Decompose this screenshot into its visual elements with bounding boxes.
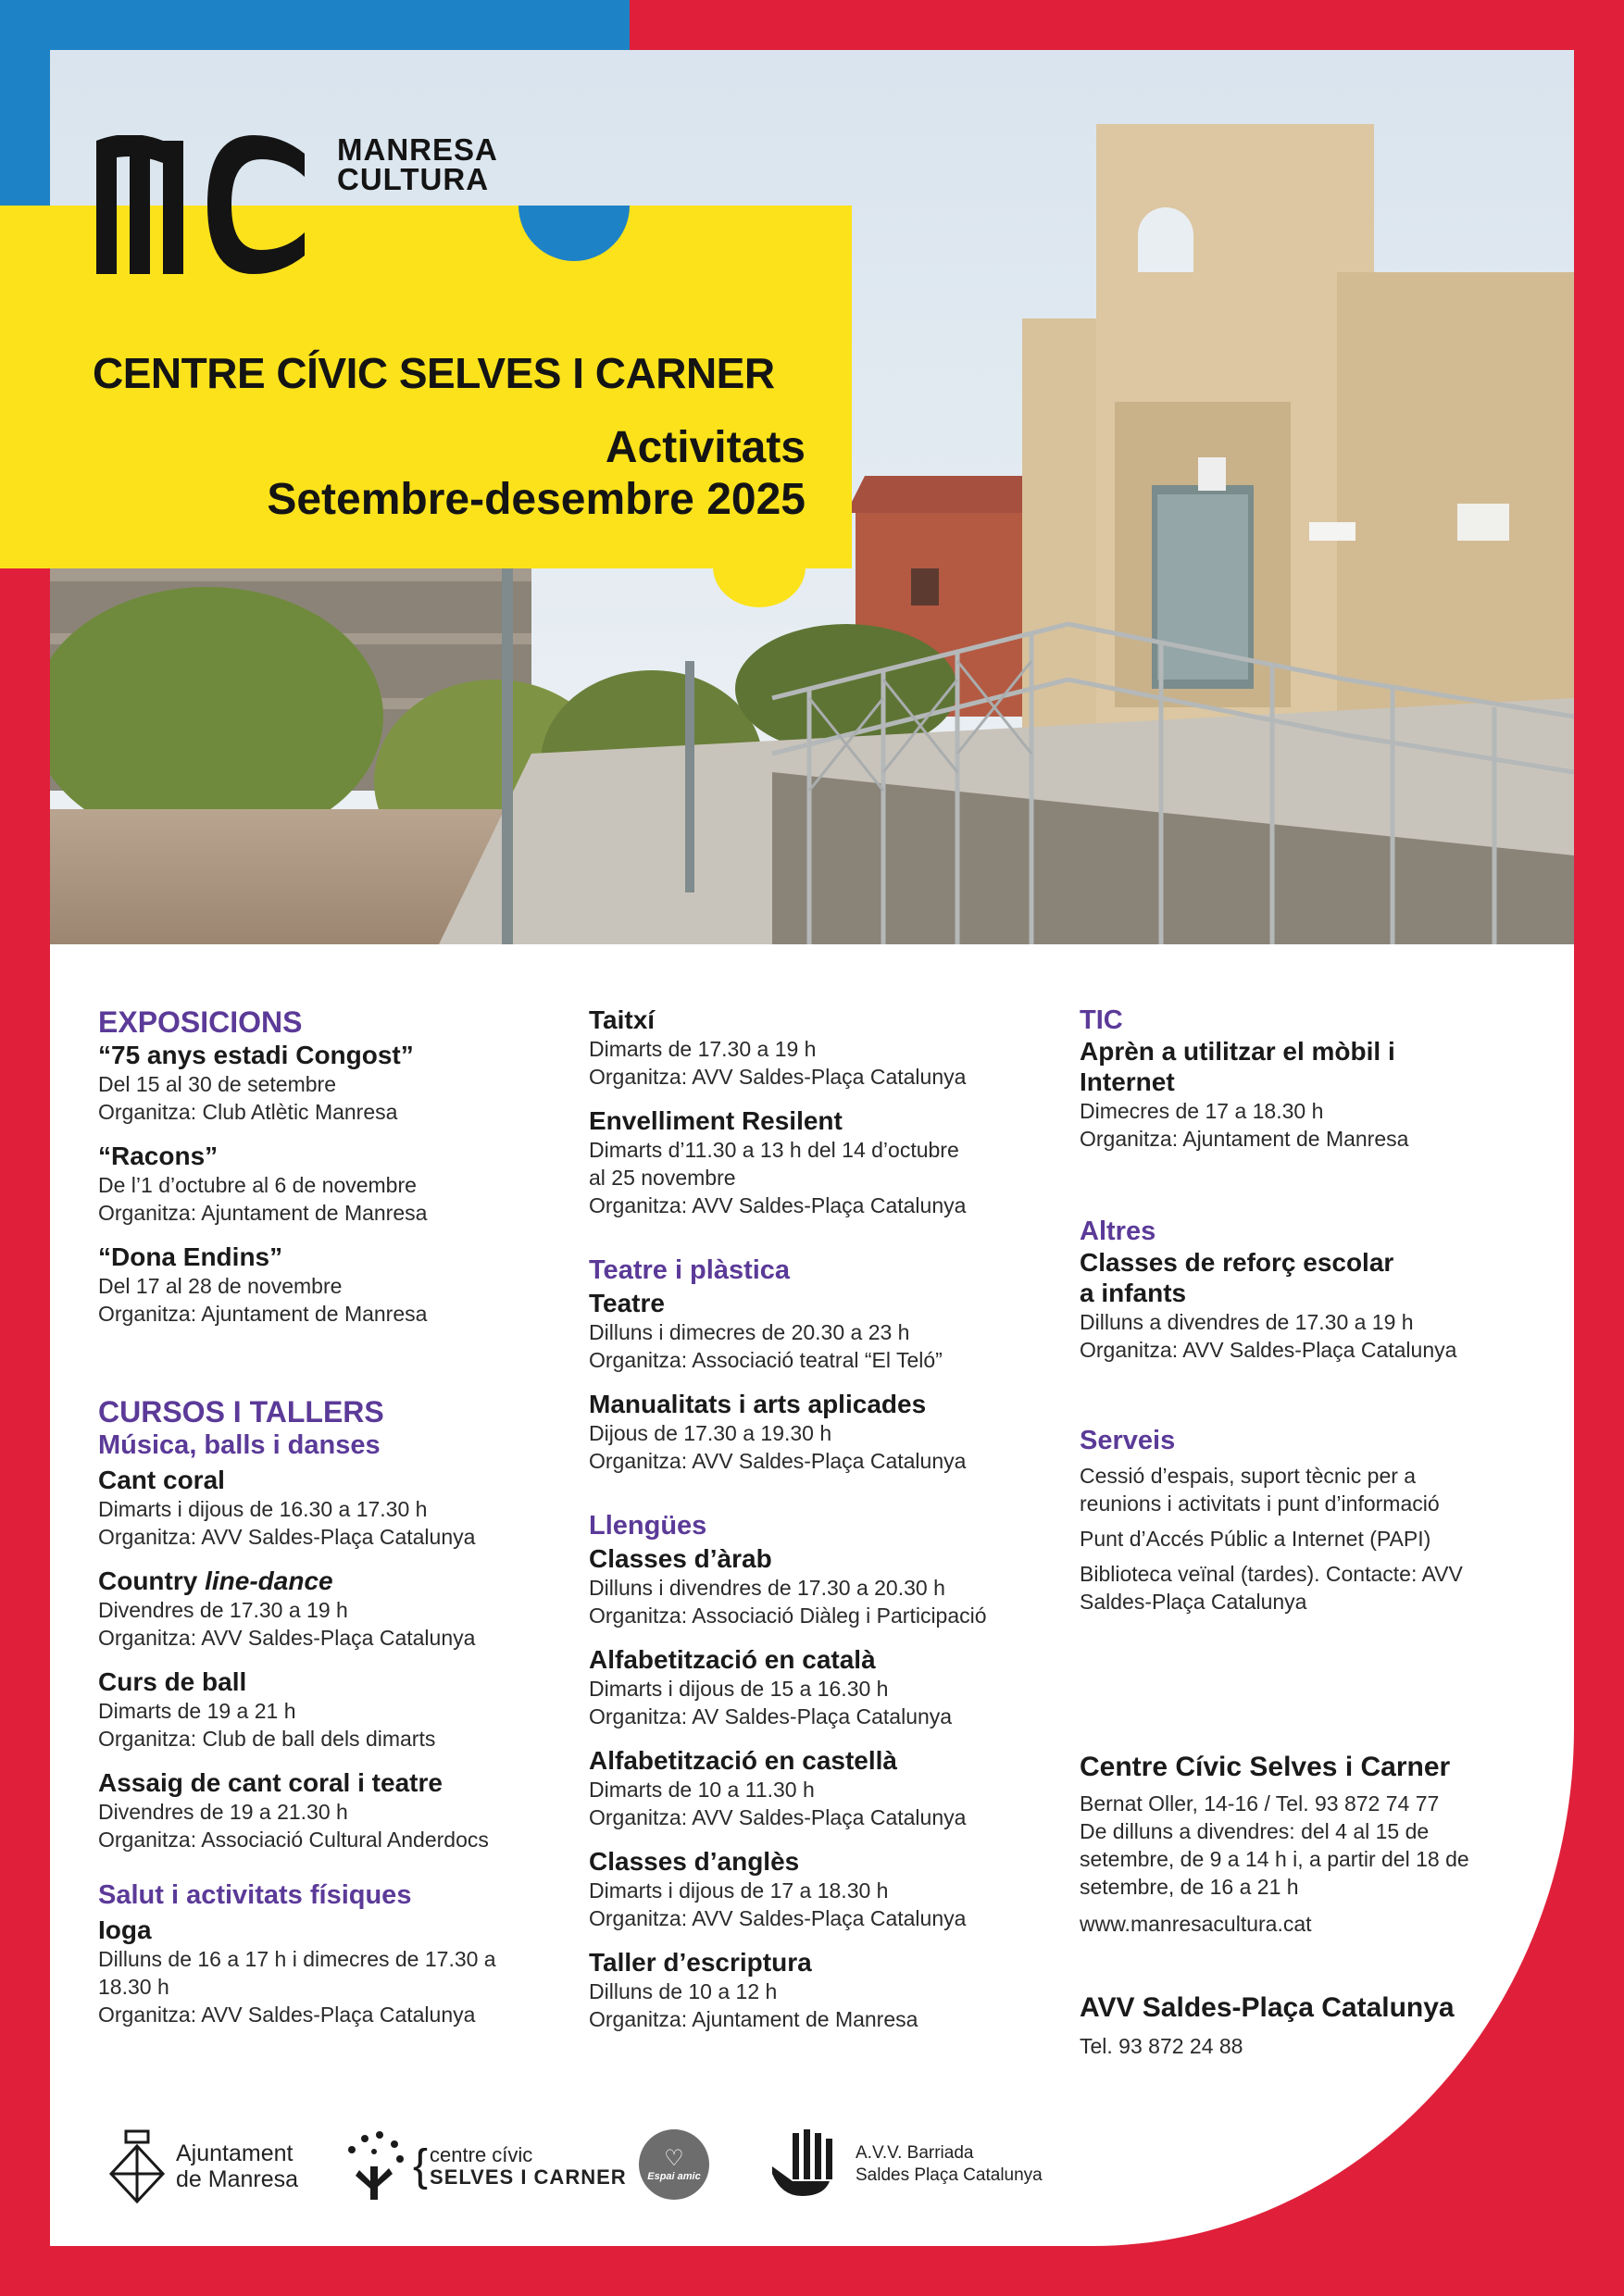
hand-tree-icon	[343, 2129, 407, 2203]
list-item	[589, 1745, 1070, 1831]
item-organizer: Organitza: Associació Diàleg i Participació	[589, 1603, 987, 1628]
item-title-cont: a infants	[1080, 1279, 1187, 1307]
item-organizer: Organitza: AVV Saldes-Plaça Catalunya	[589, 1805, 967, 1829]
item-title: Taitxí	[589, 1005, 656, 1034]
item-organizer: Organitza: AV Saldes-Plaça Catalunya	[589, 1704, 953, 1728]
espai-amic-badge	[639, 2129, 709, 2200]
item-title-cont: Internet	[1080, 1067, 1175, 1096]
list-item	[98, 1465, 561, 1551]
subsection-teatre: Teatre i plàstica	[589, 1255, 791, 1285]
subsection-musica: Música, balls i danses	[98, 1430, 381, 1460]
list-item	[98, 1767, 561, 1853]
item-schedule: Dimarts i dijous de 16.30 a 17.30 h	[98, 1497, 428, 1521]
logo-line-1: MANRESA	[337, 132, 498, 167]
item-title: Classes d’àrab	[589, 1544, 772, 1573]
item-title: Classes d’anglès	[589, 1847, 800, 1876]
item-title: Envelliment Resilent	[589, 1106, 843, 1135]
item-organizer: Organitza: Ajuntament de Manresa	[1080, 1127, 1409, 1151]
item-organizer: Organitza: Ajuntament de Manresa	[98, 1201, 428, 1225]
service-text: Saldes-Plaça Catalunya	[1080, 1590, 1307, 1614]
website-link[interactable]: www.manresacultura.cat	[1080, 1912, 1312, 1936]
subsection-salut: Salut i activitats físiques	[98, 1880, 412, 1910]
list-item	[589, 1105, 1070, 1219]
avv-hand-icon	[768, 2129, 843, 2200]
avv-line-1: A.V.V. Barriada	[856, 2143, 974, 2163]
list-item	[98, 1141, 561, 1227]
contact-hours: setembre, de 16 a 21 h	[1080, 1875, 1299, 1899]
list-item	[589, 1947, 1070, 2033]
item-organizer: Organitza: Ajuntament de Manresa	[589, 2007, 918, 2031]
item-schedule: Dimarts de 10 a 11.30 h	[589, 1778, 815, 1802]
item-organizer: Organitza: AVV Saldes-Plaça Catalunya	[589, 1065, 967, 1089]
item-schedule-cont: al 25 novembre	[589, 1166, 736, 1190]
item-schedule: Dilluns a divendres de 17.30 a 19 h	[1080, 1310, 1414, 1334]
avv-block	[1080, 1991, 1561, 2060]
item-title: “Racons”	[98, 1142, 219, 1170]
item-schedule: Dilluns de 10 a 12 h	[589, 1979, 778, 2003]
list-item	[98, 1242, 561, 1328]
list-item	[1080, 1525, 1561, 1553]
subsection-serveis: Serveis	[1080, 1426, 1176, 1455]
list-item	[1080, 1560, 1561, 1616]
list-item	[589, 1004, 1070, 1091]
list-item	[98, 1666, 561, 1753]
item-title: Curs de ball	[98, 1667, 247, 1696]
avv-name: AVV Saldes-Plaça Catalunya	[1080, 1992, 1455, 2023]
item-title-b: line-dance	[205, 1566, 333, 1595]
activities-label: Activitats	[605, 423, 806, 472]
item-schedule: Dijous de 17.30 a 19.30 h	[589, 1421, 832, 1445]
item-organizer: Organitza: AVV Saldes-Plaça Catalunya	[98, 2003, 476, 2027]
service-text: Punt d’Accés Públic a Internet (PAPI)	[1080, 1527, 1431, 1551]
item-schedule: Dimarts de 17.30 a 19 h	[589, 1037, 817, 1061]
section-cursos: CURSOS I TALLERS	[98, 1395, 384, 1429]
logo-line-2: CULTURA	[337, 162, 490, 196]
contact-block	[1080, 1751, 1561, 1938]
list-item	[589, 1288, 1070, 1374]
item-organizer: Organitza: AVV Saldes-Plaça Catalunya	[98, 1626, 476, 1650]
list-item	[98, 1566, 561, 1652]
item-title	[98, 1566, 561, 1596]
item-title-a: Country	[98, 1566, 206, 1595]
item-schedule: Divendres de 19 a 21.30 h	[98, 1800, 348, 1824]
ajuntament-line-2: de Manresa	[176, 2166, 299, 2192]
item-schedule: Divendres de 17.30 a 19 h	[98, 1598, 348, 1622]
footer-logos	[102, 2120, 1213, 2213]
espai-amic-logo	[639, 2129, 709, 2200]
item-organizer: Organitza: AVV Saldes-Plaça Catalunya	[1080, 1338, 1457, 1362]
item-title: Alfabetització en català	[589, 1645, 876, 1674]
avv-line-2: Saldes Plaça Catalunya	[856, 2165, 1043, 2185]
item-schedule: Dimarts i dijous de 17 a 18.30 h	[589, 1878, 889, 1903]
item-dates: De l’1 d’octubre al 6 de novembre	[98, 1173, 417, 1197]
item-title: Alfabetització en castellà	[589, 1746, 898, 1775]
contact-hours: De dilluns a divendres: del 4 al 15 de	[1080, 1819, 1430, 1843]
contact-name: Centre Cívic Selves i Carner	[1080, 1752, 1451, 1782]
item-organizer: Organitza: AVV Saldes-Plaça Catalunya	[589, 1193, 967, 1217]
brace-icon: {	[413, 2141, 429, 2190]
column-1	[98, 1004, 561, 2043]
activities-heading	[267, 422, 806, 526]
contact-address: Bernat Oller, 14-16 / Tel. 93 872 74 77	[1080, 1791, 1440, 1816]
subsection-tic: TIC	[1080, 1005, 1123, 1035]
item-schedule: Dimarts d’11.30 a 13 h del 14 d’octubre	[589, 1138, 959, 1162]
list-item	[1080, 1247, 1561, 1364]
item-dates: Del 17 al 28 de novembre	[98, 1274, 343, 1298]
item-title: Taller d’escriptura	[589, 1948, 812, 1977]
espai-amic-label: Espai amic	[647, 2171, 701, 2182]
item-schedule: Dilluns de 16 a 17 h i dimecres de 17.30 a	[98, 1947, 496, 1971]
item-title: Assaig de cant coral i teatre	[98, 1768, 443, 1797]
list-item	[589, 1389, 1070, 1475]
avv-phone: Tel. 93 872 24 88	[1080, 2034, 1243, 2058]
contact-hours: setembre, de 9 a 14 h i, a partir del 18 de	[1080, 1847, 1469, 1871]
item-organizer: Organitza: Club de ball dels dimarts	[98, 1727, 436, 1751]
heart-icon: ♡	[664, 2146, 684, 2171]
avv-logo	[768, 2129, 1043, 2200]
list-item	[589, 1846, 1070, 1932]
service-text: Biblioteca veïnal (tardes). Contacte: AVV	[1080, 1562, 1463, 1586]
item-organizer: Organitza: Associació Cultural Anderdocs	[98, 1828, 489, 1852]
item-schedule: Dilluns i dimecres de 20.30 a 23 h	[589, 1320, 910, 1344]
subsection-llengues: Llengües	[589, 1511, 707, 1541]
ajuntament-shield-icon	[107, 2129, 167, 2203]
list-item	[589, 1644, 1070, 1730]
service-text: reunions i activitats i punt d’informació	[1080, 1491, 1440, 1516]
item-title: “75 anys estadi Congost”	[98, 1041, 414, 1069]
item-organizer: Organitza: Club Atlètic Manresa	[98, 1100, 398, 1124]
item-schedule: Dimecres de 17 a 18.30 h	[1080, 1099, 1324, 1123]
section-exposicions: EXPOSICIONS	[98, 1005, 303, 1039]
item-title: Teatre	[589, 1289, 665, 1317]
item-schedule: Dimarts i dijous de 15 a 16.30 h	[589, 1677, 889, 1701]
logo-wordmark	[337, 132, 498, 196]
list-item	[98, 1915, 561, 2028]
subsection-altres: Altres	[1080, 1217, 1156, 1246]
list-item	[1080, 1462, 1561, 1517]
item-organizer: Organitza: AVV Saldes-Plaça Catalunya	[589, 1449, 967, 1473]
column-2	[589, 1004, 1070, 2048]
ajuntament-line-1: Ajuntament	[176, 2140, 294, 2166]
item-schedule: Dilluns i divendres de 17.30 a 20.30 h	[589, 1576, 945, 1600]
item-organizer: Organitza: Associació teatral “El Teló”	[589, 1348, 943, 1372]
item-title: Cant coral	[98, 1466, 225, 1494]
manresa-cultura-logo-icon	[96, 135, 309, 279]
cc-line-1: centre cívic	[430, 2143, 533, 2166]
item-title: Manualitats i arts aplicades	[589, 1390, 927, 1418]
item-title: Classes de reforç escolar	[1080, 1248, 1394, 1277]
centre-title: CENTRE CÍVIC SELVES I CARNER	[93, 349, 775, 397]
item-organizer: Organitza: Ajuntament de Manresa	[98, 1302, 428, 1326]
list-item	[1080, 1036, 1561, 1153]
period-label: Setembre-desembre 2025	[267, 475, 806, 524]
item-title: Ioga	[98, 1915, 152, 1944]
item-title: Aprèn a utilitzar el mòbil i	[1080, 1037, 1395, 1066]
ajuntament-logo	[107, 2129, 298, 2203]
list-item	[98, 1040, 561, 1126]
list-item	[589, 1543, 1070, 1629]
item-schedule: Dimarts de 19 a 21 h	[98, 1699, 296, 1723]
centre-civic-logo	[343, 2129, 627, 2203]
item-organizer: Organitza: AVV Saldes-Plaça Catalunya	[589, 1906, 967, 1930]
item-title: “Dona Endins”	[98, 1242, 283, 1271]
column-3	[1080, 1004, 1561, 2075]
service-text: Cessió d’espais, suport tècnic per a	[1080, 1464, 1417, 1488]
item-schedule-cont: 18.30 h	[98, 1975, 169, 1999]
item-dates: Del 15 al 30 de setembre	[98, 1072, 336, 1096]
cc-line-2: SELVES I CARNER	[430, 2165, 627, 2189]
item-organizer: Organitza: AVV Saldes-Plaça Catalunya	[98, 1525, 476, 1549]
